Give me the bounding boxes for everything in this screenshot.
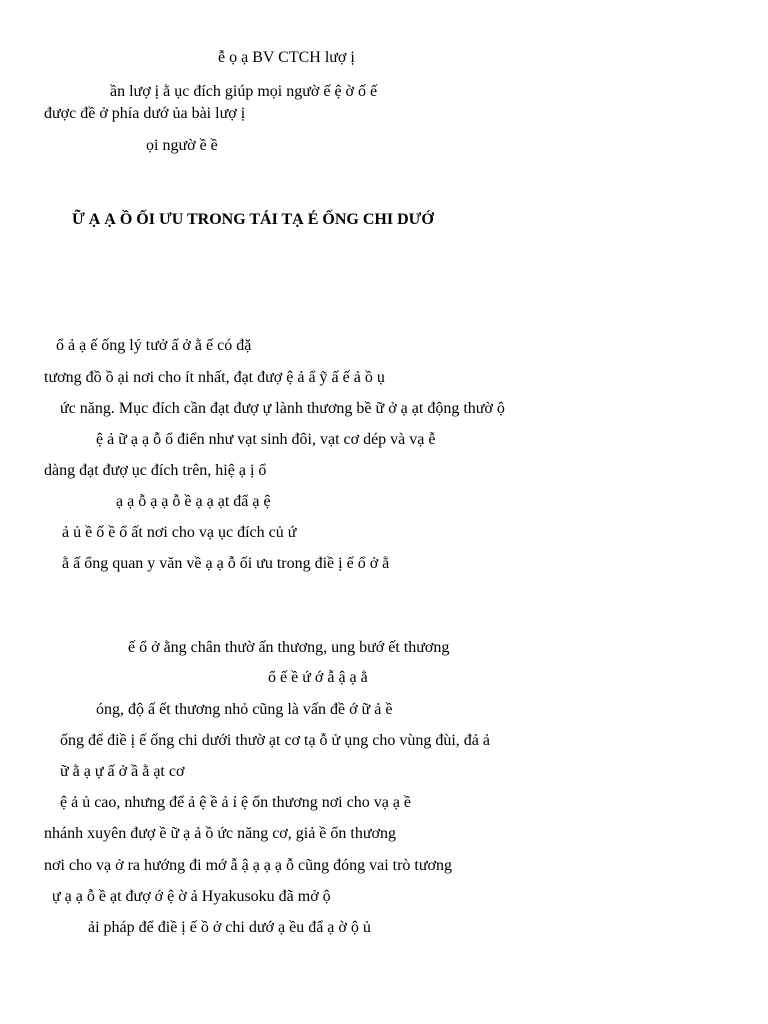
paragraph-2-line-6: ệ ả ủ cao, nhưng để ả ệ ề ả ỉ ệ ổn thương nơi cho vạ ạ ề: [60, 794, 412, 811]
paragraph-2-line-8: nơi cho vạ ở ra hướng đi mớ ẫ ậ ạ ạ ạ ỗ cũng đóng vai trò tương: [44, 857, 452, 874]
paragraph-1-line-6: ạ ạ ỗ ạ ạ ỗ ề ạ ạ ạt đẩ ạ ệ: [116, 493, 271, 510]
header-line-4: ọi ngườ ề ề: [146, 137, 218, 154]
paragraph-1-line-7: ả ủ ề ố ề ổ ất nơi cho vạ ục đích củ ứ: [62, 524, 297, 541]
header-line-2: ần lượ ị ằ ục đích giúp mọi ngườ ế ệ ờ ố ế: [110, 83, 378, 100]
document-title: Ữ Ạ Ạ Ồ ỐI ƯU TRONG TÁI TẠ É ỐNG CHI DƯỚ: [72, 211, 434, 228]
paragraph-1-line-3: ức năng. Mục đích cần đạt đượ ự lành thương bề ữ ở ạ ạt động thườ ộ: [60, 400, 505, 417]
header-line-3: được đề ở phía dướ ủa bài lượ ị: [44, 105, 246, 122]
paragraph-2-line-5: ữ ằ ạ ự ấ ở ầ ằ ạt cơ: [60, 763, 185, 780]
paragraph-1-line-8: ằ ấ ổng quan y văn về ạ ạ ỗ ối ưu trong điề ị ế ổ ở ằ: [62, 555, 390, 572]
header-line-1: ễ ọ ạ BV CTCH lượ ị: [218, 49, 355, 66]
paragraph-2-line-7: nhánh xuyên đượ ề ữ ạ ả ồ ức năng cơ, giả ề ổn thương: [44, 825, 396, 842]
paragraph-2-line-3: óng, độ ấ ết thương nhỏ cũng là vấn đề ớ ữ ả ề: [96, 701, 393, 718]
paragraph-1-line-1: ổ ả ạ ế ống lý tưở ấ ở ằ ế có đặ: [56, 337, 252, 354]
paragraph-2-line-9: ự ạ ạ ỗ ề ạt đượ ớ ệ ờ ả Hyakusoku đã mở ộ: [52, 888, 331, 905]
paragraph-1-line-5: dàng đạt đượ ục đích trên, hiệ ạ ị ổ: [44, 462, 267, 479]
paragraph-1-line-4: ệ ả ữ ạ ạ ỗ ổ điển như vạt sinh đôi, vạt cơ dép và vạ ễ: [96, 431, 436, 448]
paragraph-2-line-2: ổ ế ề ứ ớ ẫ ậ ạ ằ: [268, 669, 368, 686]
paragraph-2-line-10: ải pháp để điề ị ế ồ ở chi dướ ạ ều đẩ ạ ờ ộ ủ: [88, 919, 371, 936]
paragraph-1-line-2: tương đồ ồ ại nơi cho ít nhất, đạt đượ ệ ả ẩ ỹ ấ ế ả ồ ụ: [44, 369, 385, 386]
paragraph-2-line-4: ống để điề ị ế ống chi dưới thườ ạt cơ tạ ỗ ử ụng cho vùng đùi, đả ả: [60, 732, 490, 749]
paragraph-2-line-1: ế ổ ở ằng chân thườ ấn thương, ung bướ ết thương: [128, 639, 450, 656]
